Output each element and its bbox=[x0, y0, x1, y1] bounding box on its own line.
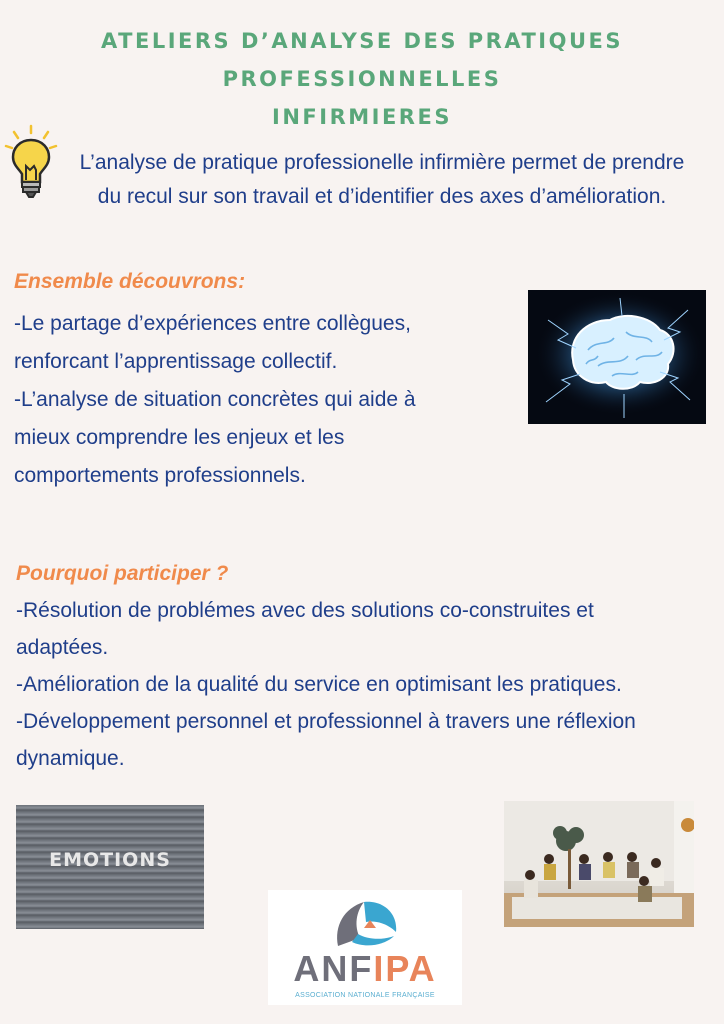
section1-line: renforcant l’apprentissage collectif. bbox=[14, 350, 338, 373]
logo-anf: ANF bbox=[293, 948, 374, 989]
intro-line-1: L’analyse de pratique professionelle infirmière permet de prendre bbox=[79, 151, 685, 174]
section1-line: comportements professionnels. bbox=[14, 464, 306, 487]
section2-line: -Amélioration de la qualité du service en optimisant les pratiques. bbox=[16, 673, 622, 696]
anfipa-logo bbox=[268, 890, 462, 1005]
section2-line: -Développement personnel et professionnel à travers une réflexion bbox=[16, 710, 636, 733]
intro-line-2: du recul sur son travail et d’identifier des axes d’amélioration. bbox=[97, 185, 667, 208]
emotions-letterboard-image bbox=[16, 805, 204, 929]
title-line-2: INFIRMIERES bbox=[272, 105, 452, 129]
logo-ipa: IPA bbox=[373, 948, 437, 989]
section2-line: dynamique. bbox=[16, 747, 125, 770]
logo-wordmark bbox=[268, 948, 462, 990]
title-line-1: ATELIERS D’ANALYSE DES PRATIQUES PROFESSIONNELLES bbox=[101, 29, 623, 91]
section1-heading: Ensemble découvrons: bbox=[14, 270, 246, 293]
logo-subtitle: ASSOCIATION NATIONALE FRANÇAISE bbox=[295, 992, 435, 999]
section2-list bbox=[16, 592, 716, 777]
section2-line: -Résolution de problémes avec des solutions co-construites et bbox=[16, 599, 594, 622]
section1-line: mieux comprendre les enjeux et les bbox=[14, 426, 345, 449]
section1-line: -L’analyse de situation concrètes qui aide à bbox=[14, 388, 416, 411]
page-title bbox=[0, 22, 724, 136]
section1-list bbox=[14, 305, 504, 495]
group-discussion-photo bbox=[504, 801, 694, 927]
section2-heading: Pourquoi participer ? bbox=[16, 562, 229, 585]
anfipa-emblem-icon bbox=[268, 890, 462, 950]
section1-line: -Le partage d’expériences entre collègues, bbox=[14, 312, 411, 335]
intro-text bbox=[40, 146, 724, 214]
emotions-word: EMOTIONS bbox=[49, 849, 171, 871]
brain-image bbox=[528, 290, 706, 424]
section2-line: adaptées. bbox=[16, 636, 109, 659]
